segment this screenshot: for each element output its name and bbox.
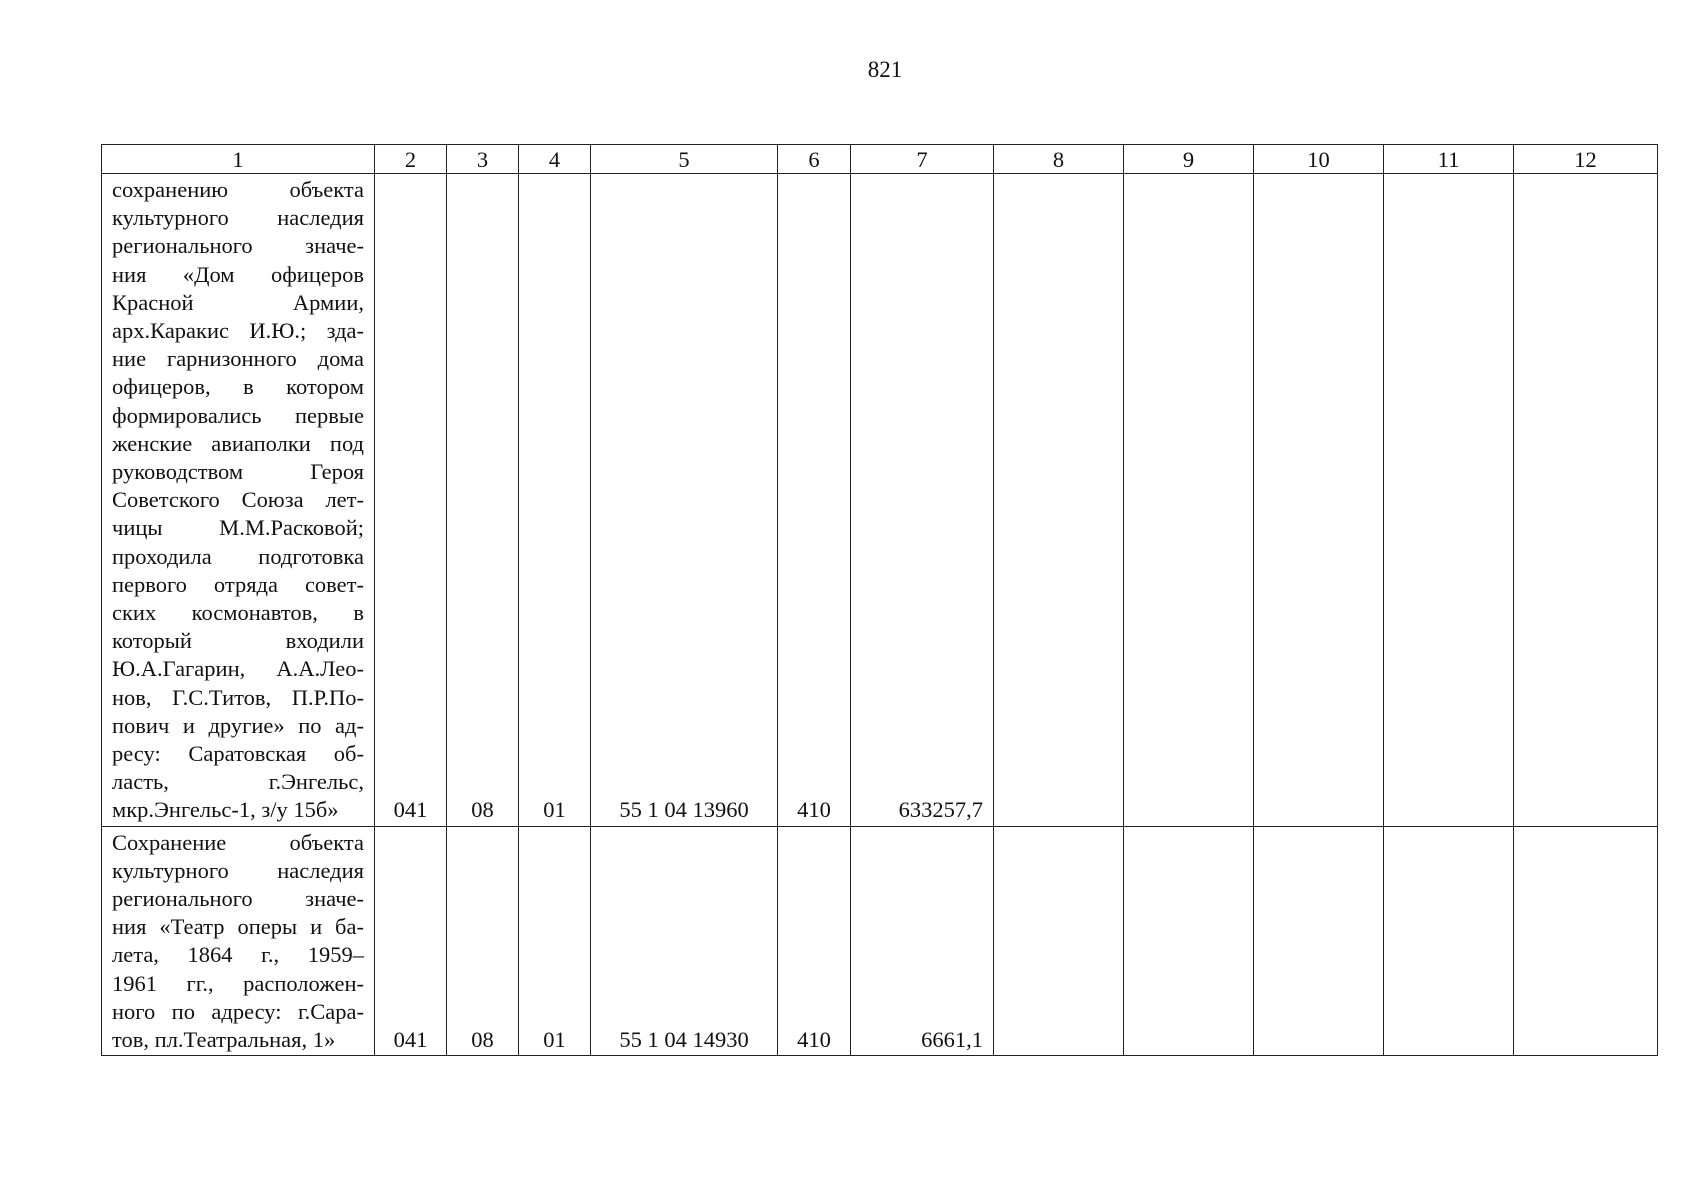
cell-col-7: 633257,7: [851, 174, 994, 827]
description-line: ских космонавтов, в: [112, 600, 364, 626]
description-line: руководством Героя: [112, 459, 364, 485]
cell-col-6: 410: [778, 826, 851, 1056]
column-number: 9: [1124, 145, 1254, 174]
column-number: 1: [102, 145, 375, 174]
cell-col-8: [994, 826, 1124, 1056]
description-line: офицеров, в котором: [112, 374, 364, 400]
cell-col-3: 08: [447, 174, 519, 827]
description-line: культурного наследия: [112, 857, 364, 883]
description-line: тов, пл.Театральная, 1»: [112, 1027, 336, 1053]
description-line: ресу: Саратовская об-: [112, 741, 364, 767]
row-description: [102, 826, 375, 1056]
column-number: 3: [447, 145, 519, 174]
column-number: 11: [1384, 145, 1514, 174]
cell-col-3: 08: [447, 826, 519, 1056]
description-line: культурного наследия: [112, 205, 364, 231]
column-number: 5: [591, 145, 778, 174]
description-line: нов, Г.С.Титов, П.Р.По-: [112, 684, 364, 710]
description-line: который входили: [112, 628, 364, 654]
cell-col-12: [1514, 174, 1658, 827]
description-line: лета, 1864 г., 1959–: [112, 942, 364, 968]
column-number: 4: [519, 145, 591, 174]
column-number: 2: [375, 145, 447, 174]
description-line: первого отряда совет-: [112, 571, 364, 597]
cell-col-7: 6661,1: [851, 826, 994, 1056]
description-line: Советского Союза лет-: [112, 487, 364, 513]
cell-col-9: [1124, 174, 1254, 827]
cell-col-12: [1514, 826, 1658, 1056]
description-line: ния «Театр оперы и ба-: [112, 914, 364, 940]
description-line: чицы М.М.Расковой;: [112, 515, 364, 541]
description-line: ласть, г.Энгельс,: [112, 769, 364, 795]
table-row: [102, 826, 1658, 1056]
description-line: Ю.А.Гагарин, А.А.Лео-: [112, 656, 364, 682]
cell-col-5: 55 1 04 13960: [591, 174, 778, 827]
cell-col-4: 01: [519, 174, 591, 827]
column-number: 8: [994, 145, 1124, 174]
description-line: женские авиаполки под: [112, 430, 364, 456]
description-line: формировались первые: [112, 402, 364, 428]
description-line: регионального значе-: [112, 233, 364, 259]
description-line: регионального значе-: [112, 886, 364, 912]
cell-col-6: 410: [778, 174, 851, 827]
description-line: ния «Дом офицеров: [112, 261, 364, 287]
table-row: [102, 174, 1658, 827]
description-line: Красной Армии,: [112, 289, 364, 315]
cell-col-11: [1384, 174, 1514, 827]
cell-col-10: [1254, 174, 1384, 827]
page-number: 821: [867, 57, 903, 82]
column-number: 12: [1514, 145, 1658, 174]
description-line: Сохранение объекта: [112, 829, 364, 855]
description-line: 1961 гг., расположен-: [112, 970, 364, 996]
cell-col-10: [1254, 826, 1384, 1056]
description-line: проходила подготовка: [112, 543, 364, 569]
budget-table: [101, 144, 1658, 1056]
description-line: сохранению объекта: [112, 177, 364, 202]
description-line: арх.Каракис И.Ю.; зда-: [112, 318, 364, 344]
column-number: 7: [851, 145, 994, 174]
description-line: мкр.Энгельс-1, з/у 15б»: [112, 797, 339, 823]
cell-col-11: [1384, 826, 1514, 1056]
cell-col-8: [994, 174, 1124, 827]
cell-col-2: 041: [375, 826, 447, 1056]
cell-col-2: 041: [375, 174, 447, 827]
column-number: 10: [1254, 145, 1384, 174]
description-line: ного по адресу: г.Сара-: [112, 998, 364, 1024]
description-line: пович и другие» по ад-: [112, 712, 364, 738]
column-number: 6: [778, 145, 851, 174]
cell-col-5: 55 1 04 14930: [591, 826, 778, 1056]
cell-col-9: [1124, 826, 1254, 1056]
column-number-row: [102, 145, 1658, 174]
description-line: ние гарнизонного дома: [112, 346, 364, 372]
row-description: [102, 174, 375, 827]
cell-col-4: 01: [519, 826, 591, 1056]
